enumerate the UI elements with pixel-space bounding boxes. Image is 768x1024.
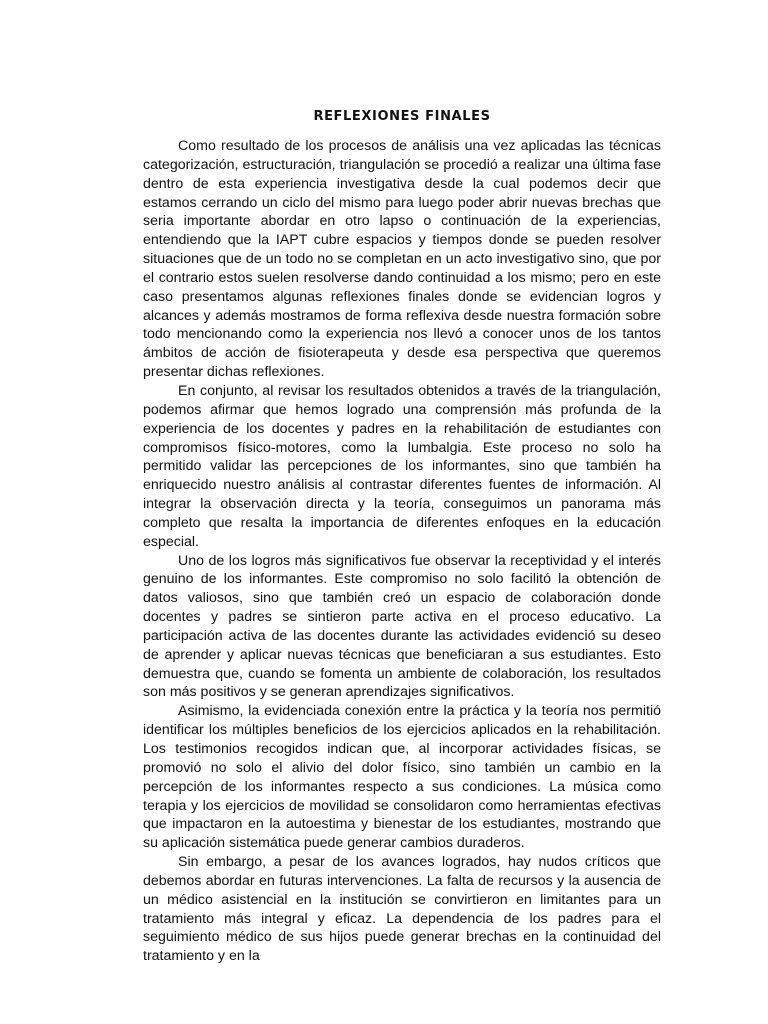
document-title: REFLEXIONES FINALES (313, 109, 491, 124)
paragraph-5: Sin embargo, a pesar de los avances logrados, hay nudos críticos que debemos abordar en futuras intervenciones. La falta de recursos y la ausencia de un médico asistencial en la institución se convirtieron en limitantes para un tratamiento más integral y eficaz. La dependencia de los padres para el seguimiento médico de sus hijos puede generar brechas en la continuidad del tratamiento y en la (143, 854, 661, 965)
document-body (143, 108, 661, 966)
paragraph-2: En conjunto, al revisar los resultados obtenidos a través de la triangulación, podemos afirmar que hemos logrado una comprensión más profunda de la experiencia de los docentes y padres en la rehabilitación de estudiantes con compromisos físico-motores, como la lumbalgia. Este proceso no solo ha permitido validar las percepciones de los informantes, sino que también ha enriquecido nuestro análisis al contrastar diferentes fuentes de información. Al integrar la observación directa y la teoría, conseguimos un panorama más completo que resalta la importancia de diferentes enfoques en la educación especial. (143, 382, 661, 550)
paragraph-4: Asimismo, la evidenciada conexión entre la práctica y la teoría nos permitió identificar los múltiples beneficios de los ejercicios aplicados en la rehabilitación. Los testimonios recogidos indican que, al incorporar actividades físicas, se promovió no solo el alivio del dolor físico, sino también un cambio en la percepción de los informantes respecto a sus condiciones. La música como terapia y los ejercicios de movilidad se consolidaron como herramientas efectivas que impactaron en la autoestima y bienestar de los estudiantes, mostrando que su aplicación sistemática puede generar cambios duraderos. (143, 703, 661, 852)
paragraph-1: Como resultado de los procesos de análisis una vez aplicadas las técnicas categorización, estructuración, triangulación se procedió a realizar una última fase dentro de esta experiencia investigativa desde la cual podemos decir que estamos cerrando un ciclo del mismo para luego poder abrir nuevas brechas que seria importante abordar en otro lapso o continuación de la experiencias, entendiendo que la IAPT cubre espacios y tiempos donde se pueden resolver situaciones que de un todo no se completan en un acto investigativo sino, que por el contrario estos suelen resolverse dando continuidad a los mismo; pero en este caso presentamos algunas reflexiones finales donde se evidencian logros y alcances y además mostramos de forma reflexiva desde nuestra formación sobre todo mencionando como la experiencia nos llevó a conocer unos de los tantos ámbitos de acción de fisioterapeuta y desde esa perspectiva que queremos presentar dichas reflexiones. (143, 138, 661, 381)
paragraph-3: Uno de los logros más significativos fue observar la receptividad y el interés genuino de los informantes. Este compromiso no solo facilitó la obtención de datos valiosos, sino que también creó un espacio de colaboración donde docentes y padres se sintieron parte activa en el proceso educativo. La participación activa de las docentes durante las actividades evidenció su deseo de aprender y aplicar nuevas técnicas que beneficiaran a sus estudiantes. Esto demuestra que, cuando se fomenta un ambiente de colaboración, los resultados son más positivos y se generan aprendizajes significativos. (143, 552, 661, 701)
